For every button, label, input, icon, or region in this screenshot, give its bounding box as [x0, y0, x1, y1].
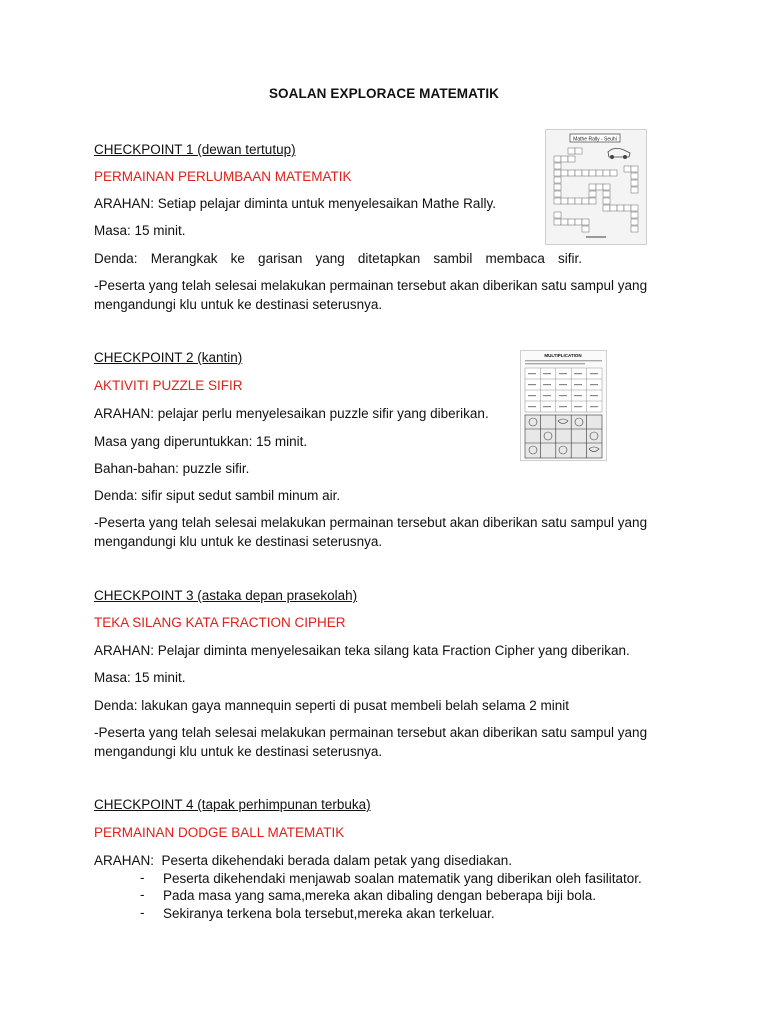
- puzzle-sifir-thumbnail: [520, 350, 607, 461]
- checkpoint-3-game: TEKA SILANG KATA FRACTION CIPHER: [94, 615, 346, 630]
- checkpoint-2-note: -Peserta yang telah selesai melakukan permainan tersebut akan diberikan satu sampul yang mengandungi klu untuk ke destinasi seterusnya.: [94, 515, 648, 549]
- checkpoint-2-masa: Masa yang diperuntukkan: 15 minit.: [94, 434, 308, 449]
- checkpoint-3-note: -Peserta yang telah selesai melakukan permainan tersebut akan diberikan satu sampul yang mengandungi klu untuk ke destinasi seterusnya.: [94, 725, 648, 759]
- checkpoint-2-denda: Denda: sifir siput sedut sambil minum air.: [94, 488, 341, 503]
- checkpoint-1-masa: Masa: 15 minit.: [94, 223, 186, 238]
- checkpoint-2-game: AKTIVITI PUZZLE SIFIR: [94, 378, 243, 393]
- checkpoint-1-arahan: ARAHAN: Setiap pelajar diminta untuk menyelesaikan Mathe Rally.: [94, 196, 496, 211]
- checkpoint-4-bullet-2: Pada masa yang sama,mereka akan dibaling dengan beberapa biji bola.: [163, 888, 597, 903]
- checkpoint-3-denda: Denda: lakukan gaya mannequin seperti di pusat membeli belah selama 2 minit: [94, 698, 570, 713]
- multiplication-puzzle-image: [521, 351, 606, 460]
- checkpoint-4-bullet-1: Peserta dikehendaki menjawab soalan matematik yang diberikan oleh fasilitator.: [163, 871, 642, 886]
- mathe-rally-thumb-title: Mathe Rally - Seuhi: [573, 136, 617, 143]
- checkpoint-1-denda: Denda: Merangkak ke garisan yang ditetapkan sambil membaca sifir.: [94, 251, 582, 266]
- puzzle-thumb-title: MULTIPLICATION: [544, 353, 582, 358]
- checkpoint-3-masa: Masa: 15 minit.: [94, 670, 186, 685]
- bullet-dash: -: [140, 887, 145, 902]
- bullet-dash: -: [140, 905, 145, 920]
- mathe-rally-thumbnail: [545, 129, 647, 245]
- checkpoint-1-game: PERMAINAN PERLUMBAAN MATEMATIK: [94, 169, 352, 184]
- checkpoint-4-game: PERMAINAN DODGE BALL MATEMATIK: [94, 825, 345, 840]
- document-title: SOALAN EXPLORACE MATEMATIK: [268, 86, 500, 101]
- checkpoint-2-arahan: ARAHAN: pelajar perlu menyelesaikan puzzle sifir yang diberikan.: [94, 406, 489, 421]
- bullet-dash: -: [140, 870, 145, 885]
- checkpoint-4-heading: CHECKPOINT 4 (tapak perhimpunan terbuka): [94, 797, 371, 812]
- checkpoint-1-note: -Peserta yang telah selesai melakukan permainan tersebut akan diberikan satu sampul yang mengandungi klu untuk ke destinasi seterusnya.: [94, 278, 648, 312]
- checkpoint-2-bahan: Bahan-bahan: puzzle sifir.: [94, 461, 250, 476]
- mathe-rally-board-image: [546, 130, 646, 244]
- checkpoint-2-heading: CHECKPOINT 2 (kantin): [94, 350, 243, 365]
- checkpoint-3-heading: CHECKPOINT 3 (astaka depan prasekolah): [94, 588, 358, 603]
- checkpoint-4-bullet-3: Sekiranya terkena bola tersebut,mereka akan terkeluar.: [163, 906, 495, 921]
- checkpoint-4-arahan: ARAHAN: Peserta dikehendaki berada dalam petak yang disediakan.: [94, 853, 512, 868]
- checkpoint-3-arahan: ARAHAN: Pelajar diminta menyelesaikan teka silang kata Fraction Cipher yang diberikan.: [94, 643, 630, 658]
- checkpoint-1-heading: CHECKPOINT 1 (dewan tertutup): [94, 142, 296, 157]
